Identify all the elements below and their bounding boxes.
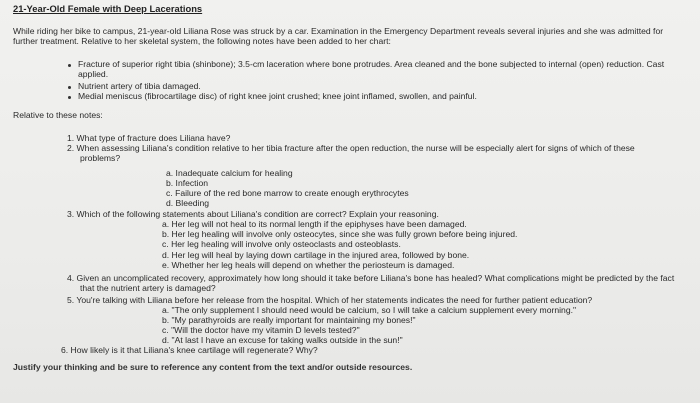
question-4-line-1: 4. Given an uncomplicated recovery, approximately how long should it take before Liliana's bone has healed? What complications might be predicted by the fact bbox=[67, 273, 675, 283]
question-6: 6. How likely is it that Liliana's knee cartilage will regenerate? Why? bbox=[61, 345, 318, 355]
intro-line-1: While riding her bike to campus, 21-year-old Liliana Rose was struck by a car. Examination in the Emergency Department reveals several injuries and she was admitted for bbox=[13, 26, 664, 36]
q3-option-b: b. Her leg healing will involve only osteocytes, since she was fully grown before being injured. bbox=[162, 229, 518, 239]
q3-option-a: a. Her leg will not heal to its normal length if the epiphyses have been damaged. bbox=[162, 219, 467, 229]
intro-line-2: further treatment. Relative to her skeletal system, the following notes have been added to her chart: bbox=[13, 36, 391, 46]
note-2: Nutrient artery of tibia damaged. bbox=[78, 81, 201, 91]
q5-option-a: a. "The only supplement I should need would be calcium, so I will take a calcium supplement every morning." bbox=[162, 305, 577, 315]
question-1: 1. What type of fracture does Liliana have? bbox=[67, 133, 231, 143]
question-4-line-2: that the nutrient artery is damaged? bbox=[80, 283, 216, 293]
page-title: 21-Year-Old Female with Deep Lacerations bbox=[13, 3, 203, 14]
q3-option-d: d. Her leg will heal by laying down cartilage in the injured area, followed by bone. bbox=[162, 250, 470, 260]
note-1-line-2: applied. bbox=[78, 69, 109, 79]
bullet-icon bbox=[68, 64, 71, 67]
question-2-line-2: problems? bbox=[80, 153, 121, 163]
footer-instructions: Justify your thinking and be sure to reference any content from the text and/or outside resources. bbox=[13, 362, 413, 372]
q2-option-b: b. Infection bbox=[166, 178, 209, 188]
relative-heading: Relative to these notes: bbox=[13, 110, 103, 120]
q2-option-c: c. Failure of the red bone marrow to create enough erythrocytes bbox=[166, 188, 409, 198]
question-2-line-1: 2. When assessing Liliana's condition relative to her tibia fracture after the open reduction, the nurse will be especially alert for signs of which of these bbox=[67, 143, 635, 153]
note-3: Medial meniscus (fibrocartilage disc) of right knee joint crushed; knee joint inflamed, swollen, and painful. bbox=[78, 91, 477, 101]
q5-option-c: c. "Will the doctor have my vitamin D levels tested?" bbox=[162, 325, 360, 335]
q3-option-e: e. Whether her leg heals will depend on whether the periosteum is damaged. bbox=[162, 260, 455, 270]
question-5: 5. You're talking with Liliana before her release from the hospital. Which of her statements indicates the need for further patient education? bbox=[67, 295, 593, 305]
q3-option-c: c. Her leg healing will involve only osteoclasts and osteoblasts. bbox=[162, 239, 401, 249]
q5-option-b: b. "My parathyroids are really important for maintaining my bones!" bbox=[162, 315, 416, 325]
q2-option-a: a. Inadequate calcium for healing bbox=[166, 168, 293, 178]
note-1-line-1: Fracture of superior right tibia (shinbone); 3.5-cm laceration where bone protrudes. Area cleaned and the bone subjected to internal (open) reduction. Cast bbox=[78, 59, 665, 69]
q2-option-d: d. Bleeding bbox=[166, 198, 210, 208]
question-3: 3. Which of the following statements about Liliana's condition are correct? Explain your reasoning. bbox=[67, 209, 439, 219]
bullet-icon bbox=[68, 96, 71, 99]
bullet-icon bbox=[68, 86, 71, 89]
q5-option-d: d. "At last I have an excuse for taking walks outside in the sun!" bbox=[162, 335, 403, 345]
